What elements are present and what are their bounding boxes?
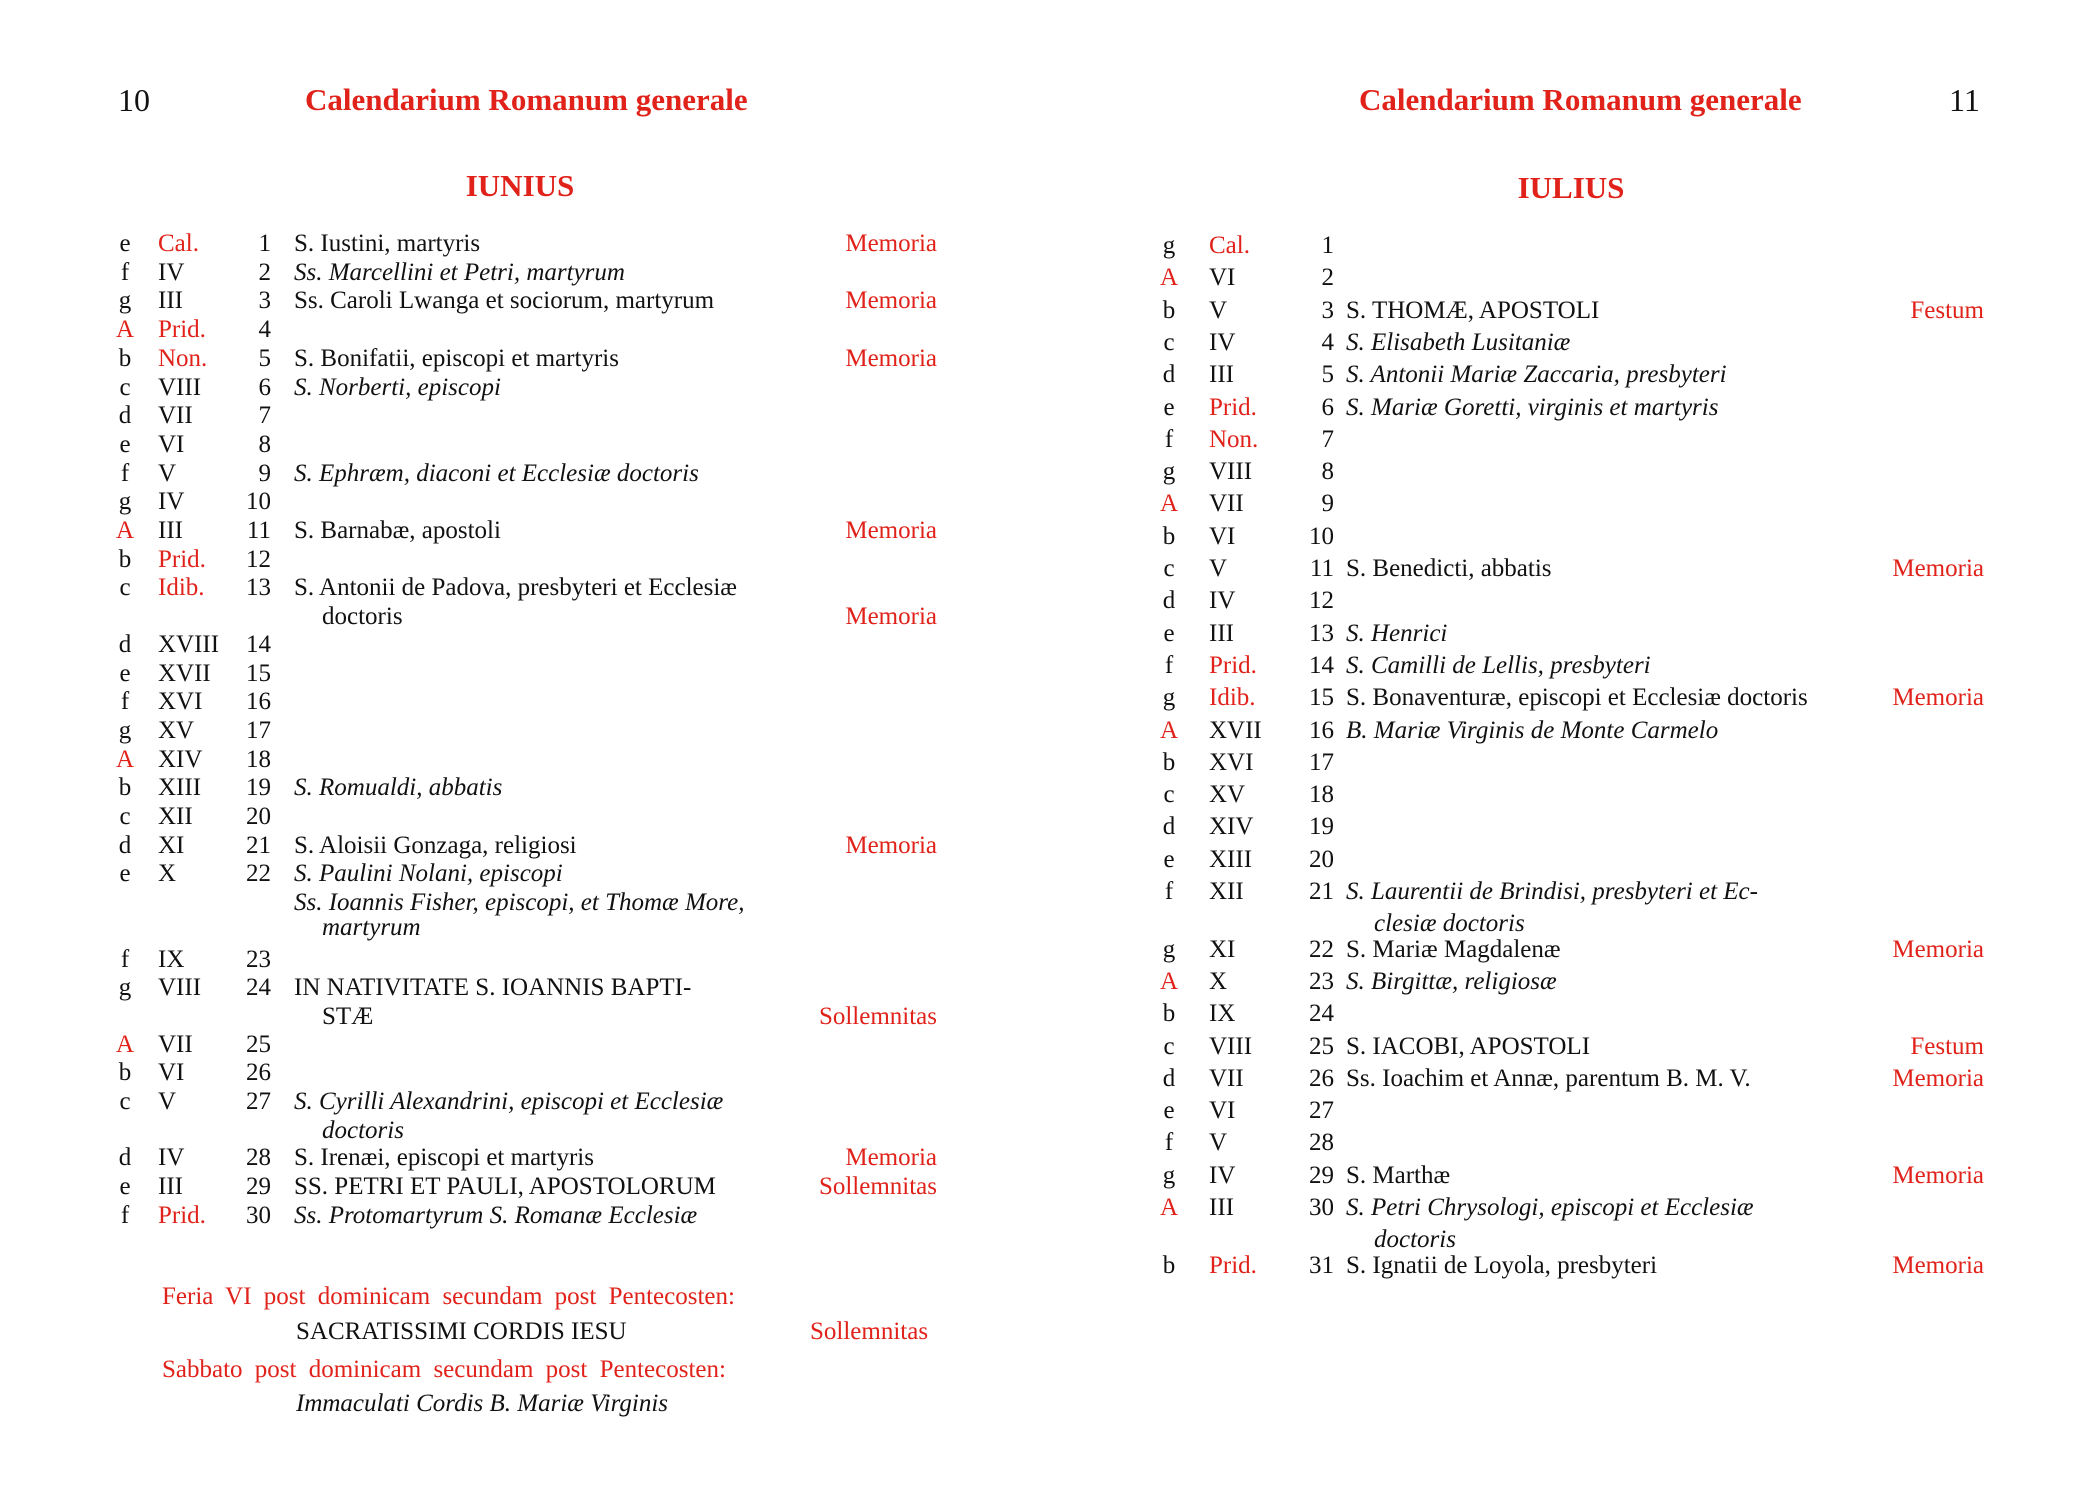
day-number: 10 — [246, 488, 271, 516]
rank-label: Sollemnitas — [810, 1318, 929, 1345]
celebration: S. Aloisii Gonzaga, religiosi — [294, 831, 577, 859]
roman-date: Idib. — [1209, 684, 1256, 712]
celebration: S. Marthæ — [1346, 1161, 1451, 1189]
day-number: 18 — [246, 745, 271, 773]
roman-date: XVII — [1209, 716, 1262, 744]
dominical-letter: f — [120, 688, 130, 716]
roman-date: V — [158, 459, 177, 487]
roman-date: III — [1209, 1194, 1234, 1221]
day-number: 11 — [1309, 555, 1334, 582]
dominical-letter: b — [118, 545, 132, 573]
roman-date: Cal. — [158, 230, 199, 257]
roman-date: III — [158, 287, 183, 315]
celebration: S. Norberti, episcopi — [294, 373, 501, 401]
roman-date: Prid. — [1209, 393, 1257, 421]
dominical-letter: e — [119, 860, 131, 888]
roman-date: X — [158, 860, 177, 888]
roman-date: XIII — [158, 774, 202, 802]
roman-date: XIII — [1209, 845, 1253, 873]
day-number: 28 — [1309, 1129, 1334, 1157]
day-number: 9 — [1321, 490, 1334, 518]
roman-date: Idib. — [158, 574, 205, 602]
rank-label: Sollemnitas — [818, 1173, 937, 1201]
running-head: Calendarium Romanum generale — [1359, 82, 1802, 117]
rank-label: Memoria — [845, 603, 937, 631]
day-number: 3 — [258, 287, 271, 315]
celebration: S. Mariæ Goretti, virginis et martyris — [1346, 393, 1719, 421]
dominical-letter: d — [118, 630, 132, 658]
day-number: 11 — [246, 517, 271, 544]
roman-date: XI — [1209, 935, 1236, 963]
roman-date: XVI — [1209, 748, 1254, 776]
rank-label: Memoria — [845, 230, 937, 257]
day-number: 16 — [246, 688, 271, 716]
rank-label: Sollemnitas — [818, 1002, 937, 1030]
dominical-letter: A — [1159, 1194, 1179, 1221]
roman-date: Prid. — [158, 1201, 206, 1229]
day-number: 13 — [246, 574, 271, 602]
right-page — [1039, 0, 2078, 1500]
roman-date: XIV — [1209, 813, 1254, 841]
celebration: S. Bonifatii, episcopi et martyris — [294, 344, 619, 372]
rubric-text: Feria VI post dominicam secundam post Pentecosten: — [162, 1283, 735, 1310]
celebration: S. Cyrilli Alexandrini, episcopi et Ecclesiæ — [294, 1088, 724, 1115]
dominical-letter: c — [1163, 1032, 1175, 1060]
day-number: 3 — [1321, 296, 1334, 324]
celebration: S. Iustini, martyris — [294, 230, 481, 257]
celebration: S. Henrici — [1346, 619, 1448, 647]
dominical-letter: g — [1162, 935, 1176, 963]
dominical-letter: b — [118, 344, 132, 372]
roman-date: XVII — [158, 659, 211, 687]
dominical-letter: c — [119, 373, 131, 401]
day-number: 6 — [258, 373, 271, 401]
day-number: 2 — [1321, 264, 1334, 292]
day-number: 25 — [246, 1030, 271, 1058]
dominical-letter: e — [119, 430, 131, 458]
movable-feast-title: SACRATISSIMI CORDIS IESU — [296, 1318, 627, 1345]
celebration: S. THOMÆ, APOSTOLI — [1346, 296, 1600, 324]
dominical-letter: g — [1162, 458, 1176, 486]
roman-date: XII — [1209, 878, 1244, 905]
dominical-letter: e — [119, 659, 131, 687]
day-number: 26 — [246, 1059, 271, 1087]
day-number: 7 — [258, 402, 271, 430]
day-number: 4 — [1321, 328, 1334, 356]
dominical-letter: e — [1163, 393, 1175, 421]
day-number: 22 — [246, 860, 271, 888]
celebration: S. Ignatii de Loyola, presbyteri — [1346, 1251, 1658, 1279]
roman-date: X — [1209, 967, 1228, 995]
rank-label: Memoria — [845, 287, 937, 315]
celebration: Ss. Marcellini et Petri, martyrum — [294, 258, 625, 286]
roman-date: XI — [158, 831, 185, 859]
day-number: 18 — [1309, 781, 1334, 809]
day-number: 20 — [1309, 845, 1334, 873]
dominical-letter: d — [118, 1144, 132, 1172]
running-head: Calendarium Romanum generale — [305, 82, 748, 117]
dominical-letter: d — [1162, 587, 1176, 615]
roman-date: XVIII — [158, 630, 220, 658]
rank-label: Memoria — [1892, 1064, 1984, 1092]
roman-date: VII — [158, 402, 193, 430]
rank-label: Festum — [1910, 1032, 1984, 1060]
dominical-letter: f — [120, 945, 130, 973]
day-number: 19 — [1309, 813, 1334, 841]
dominical-letter: c — [119, 1088, 131, 1115]
celebration-continued: STÆ — [322, 1002, 374, 1030]
roman-date: VII — [158, 1030, 193, 1058]
roman-date: VI — [1209, 1097, 1236, 1125]
dominical-letter: b — [1162, 1251, 1176, 1279]
dominical-letter: b — [1162, 296, 1176, 324]
dominical-letter: A — [1159, 967, 1179, 995]
roman-date: Non. — [1209, 425, 1259, 453]
roman-date: III — [158, 517, 183, 544]
day-number: 4 — [258, 316, 271, 344]
month-title: IULIUS — [1517, 170, 1625, 205]
roman-date: IV — [1209, 587, 1236, 615]
celebration: S. Irenæi, episcopi et martyris — [294, 1144, 594, 1172]
celebration: S. Paulini Nolani, episcopi — [294, 860, 563, 888]
rubric-text: Sabbato post dominicam secundam post Pentecosten: — [162, 1356, 726, 1383]
dominical-letter: e — [1163, 845, 1175, 873]
rank-label: Memoria — [845, 344, 937, 372]
rank-label: Memoria — [845, 831, 937, 859]
celebration: S. Bonaventuræ, episcopi et Ecclesiæ doctoris — [1346, 684, 1808, 712]
dominical-letter: f — [1164, 1129, 1174, 1157]
roman-date: VII — [1209, 1064, 1244, 1092]
roman-date: V — [1209, 296, 1228, 324]
roman-date: VI — [158, 1059, 185, 1087]
dominical-letter: e — [119, 1173, 131, 1201]
dominical-letter: A — [115, 517, 135, 544]
roman-date: XII — [158, 803, 193, 830]
celebration-continued: doctoris — [322, 1116, 404, 1144]
roman-date: VIII — [158, 974, 202, 1002]
day-number: 25 — [1309, 1032, 1334, 1060]
dominical-letter: b — [118, 1059, 132, 1087]
day-number: 12 — [246, 545, 271, 573]
celebration: S. Antonii Mariæ Zaccaria, presbyteri — [1346, 361, 1727, 389]
roman-date: Prid. — [1209, 651, 1257, 679]
day-number: 8 — [1321, 458, 1334, 486]
day-number: 20 — [246, 803, 271, 830]
celebration: S. Elisabeth Lusitaniæ — [1346, 328, 1571, 356]
day-number: 1 — [1321, 232, 1334, 259]
dominical-letter: d — [1162, 361, 1176, 389]
roman-date: III — [158, 1173, 183, 1201]
celebration: S. Laurentii de Brindisi, presbyteri et Ec- — [1346, 878, 1758, 905]
dominical-letter: f — [1164, 425, 1174, 453]
rank-label: Memoria — [1892, 935, 1984, 963]
dominical-letter: d — [118, 831, 132, 859]
roman-date: VI — [158, 430, 185, 458]
dominical-letter: e — [1163, 1097, 1175, 1125]
celebration: S. Mariæ Magdalenæ — [1346, 935, 1561, 963]
day-number: 26 — [1309, 1064, 1334, 1092]
roman-date: VIII — [1209, 1032, 1253, 1060]
dominical-letter: f — [120, 459, 130, 487]
celebration-continued: Ss. Ioannis Fisher, episcopi, et Thomæ More, — [294, 889, 745, 917]
dominical-letter: d — [1162, 1064, 1176, 1092]
dominical-letter: f — [1164, 651, 1174, 679]
roman-date: VII — [1209, 490, 1244, 518]
roman-date: Non. — [158, 344, 208, 372]
dominical-letter: b — [1162, 748, 1176, 776]
day-number: 29 — [1309, 1161, 1334, 1189]
celebration: Ss. Ioachim et Annæ, parentum B. M. V. — [1346, 1064, 1751, 1092]
dominical-letter: b — [118, 774, 132, 802]
roman-date: VIII — [1209, 458, 1253, 486]
celebration: IN NATIVITATE S. IOANNIS BAPTI- — [294, 974, 692, 1002]
dominical-letter: g — [1162, 1161, 1176, 1189]
day-number: 7 — [1321, 425, 1334, 453]
page-number: 11 — [1949, 82, 1980, 118]
roman-date: XVI — [158, 688, 203, 716]
day-number: 19 — [246, 774, 271, 802]
day-number: 31 — [1309, 1251, 1334, 1279]
dominical-letter: f — [120, 1201, 130, 1229]
celebration: SS. PETRI ET PAULI, APOSTOLORUM — [294, 1173, 716, 1201]
day-number: 21 — [1309, 878, 1334, 905]
day-number: 23 — [1309, 967, 1334, 995]
roman-date: VIII — [158, 373, 202, 401]
roman-date: VI — [1209, 522, 1236, 550]
dominical-letter: d — [1162, 813, 1176, 841]
rank-label: Memoria — [1892, 555, 1984, 582]
roman-date: XIV — [158, 745, 203, 773]
celebration-continued: doctoris — [322, 603, 403, 631]
celebration: S. Birgittæ, religiosæ — [1346, 967, 1557, 995]
day-number: 15 — [246, 659, 271, 687]
rank-label: Memoria — [845, 517, 937, 544]
dominical-letter: g — [118, 488, 132, 516]
dominical-letter: g — [118, 974, 132, 1002]
day-number: 5 — [1321, 361, 1334, 389]
celebration: S. Antonii de Padova, presbyteri et Ecclesiæ — [294, 574, 737, 602]
day-number: 27 — [246, 1088, 271, 1115]
roman-date: VI — [1209, 264, 1236, 292]
dominical-letter: A — [115, 745, 135, 773]
celebration-continued: doctoris — [1374, 1226, 1456, 1254]
celebration: S. Romualdi, abbatis — [294, 774, 503, 802]
roman-date: XV — [158, 716, 195, 744]
day-number: 8 — [258, 430, 271, 458]
day-number: 10 — [1309, 522, 1334, 550]
day-number: 17 — [1309, 748, 1334, 776]
roman-date: Prid. — [158, 545, 206, 573]
celebration: S. Petri Chrysologi, episcopi et Ecclesiæ — [1346, 1194, 1754, 1221]
roman-date: III — [1209, 619, 1234, 647]
dominical-letter: e — [119, 230, 131, 257]
dominical-letter: e — [1163, 619, 1175, 647]
dominical-letter: g — [1162, 684, 1176, 712]
dominical-letter: c — [1163, 781, 1175, 809]
day-number: 16 — [1309, 716, 1334, 744]
roman-date: Prid. — [158, 316, 206, 344]
dominical-letter: g — [1162, 232, 1176, 259]
celebration-continued: martyrum — [322, 913, 421, 941]
roman-date: IV — [158, 488, 185, 516]
roman-date: Prid. — [1209, 1251, 1257, 1279]
roman-date: V — [1209, 555, 1228, 582]
day-number: 6 — [1321, 393, 1334, 421]
dominical-letter: c — [1163, 555, 1175, 582]
roman-date: III — [1209, 361, 1234, 389]
dominical-letter: d — [118, 402, 132, 430]
dominical-letter: A — [1159, 264, 1179, 292]
roman-date: IV — [1209, 1161, 1236, 1189]
roman-date: IV — [158, 258, 185, 286]
day-number: 12 — [1309, 587, 1334, 615]
day-number: 9 — [258, 459, 271, 487]
dominical-letter: g — [118, 287, 132, 315]
roman-date: V — [1209, 1129, 1228, 1157]
day-number: 28 — [246, 1144, 271, 1172]
celebration-continued: clesiæ doctoris — [1374, 910, 1525, 938]
day-number: 23 — [246, 945, 271, 973]
day-number: 24 — [246, 974, 271, 1002]
dominical-letter: b — [1162, 522, 1176, 550]
roman-date: IX — [1209, 1000, 1236, 1028]
celebration: Ss. Caroli Lwanga et sociorum, martyrum — [294, 287, 715, 315]
day-number: 14 — [1309, 651, 1334, 679]
dominical-letter: g — [118, 716, 132, 744]
roman-date: V — [158, 1088, 177, 1115]
roman-date: Cal. — [1209, 232, 1250, 259]
day-number: 30 — [246, 1201, 271, 1229]
month-title: IUNIUS — [465, 168, 575, 203]
rank-label: Memoria — [845, 1144, 937, 1172]
roman-date: IV — [158, 1144, 185, 1172]
day-number: 17 — [246, 716, 271, 744]
day-number: 15 — [1309, 684, 1334, 712]
day-number: 5 — [258, 344, 271, 372]
roman-date: XV — [1209, 781, 1246, 809]
dominical-letter: c — [1163, 328, 1175, 356]
celebration: S. Barnabæ, apostoli — [294, 517, 501, 544]
dominical-letter: b — [1162, 1000, 1176, 1028]
dominical-letter: A — [1159, 490, 1179, 518]
day-number: 1 — [258, 230, 271, 257]
celebration: S. Benedicti, abbatis — [1346, 555, 1552, 582]
roman-date: IX — [158, 945, 185, 973]
celebration: Ss. Protomartyrum S. Romanæ Ecclesiæ — [294, 1201, 698, 1229]
day-number: 27 — [1309, 1097, 1334, 1125]
celebration: S. IACOBI, APOSTOLI — [1346, 1032, 1591, 1060]
movable-feast-title: Immaculati Cordis B. Mariæ Virginis — [296, 1390, 668, 1417]
celebration: S. Ephræm, diaconi et Ecclesiæ doctoris — [294, 459, 699, 487]
day-number: 24 — [1309, 1000, 1334, 1028]
roman-date: IV — [1209, 328, 1236, 356]
dominical-letter: A — [115, 1030, 135, 1058]
rank-label: Memoria — [1892, 1161, 1984, 1189]
rank-label: Festum — [1910, 296, 1984, 324]
day-number: 22 — [1309, 935, 1334, 963]
dominical-letter: f — [1164, 878, 1174, 905]
dominical-letter: c — [119, 574, 131, 602]
day-number: 13 — [1309, 619, 1334, 647]
dominical-letter: f — [120, 258, 130, 286]
dominical-letter: c — [119, 803, 131, 830]
day-number: 29 — [246, 1173, 271, 1201]
day-number: 21 — [246, 831, 271, 859]
dominical-letter: A — [115, 316, 135, 344]
celebration: S. Camilli de Lellis, presbyteri — [1346, 651, 1651, 679]
celebration: B. Mariæ Virginis de Monte Carmelo — [1346, 716, 1719, 744]
rank-label: Memoria — [1892, 684, 1984, 712]
page-number: 10 — [118, 82, 150, 118]
dominical-letter: A — [1159, 716, 1179, 744]
rank-label: Memoria — [1892, 1251, 1984, 1279]
day-number: 14 — [246, 630, 271, 658]
day-number: 30 — [1309, 1194, 1334, 1221]
day-number: 2 — [258, 258, 271, 286]
